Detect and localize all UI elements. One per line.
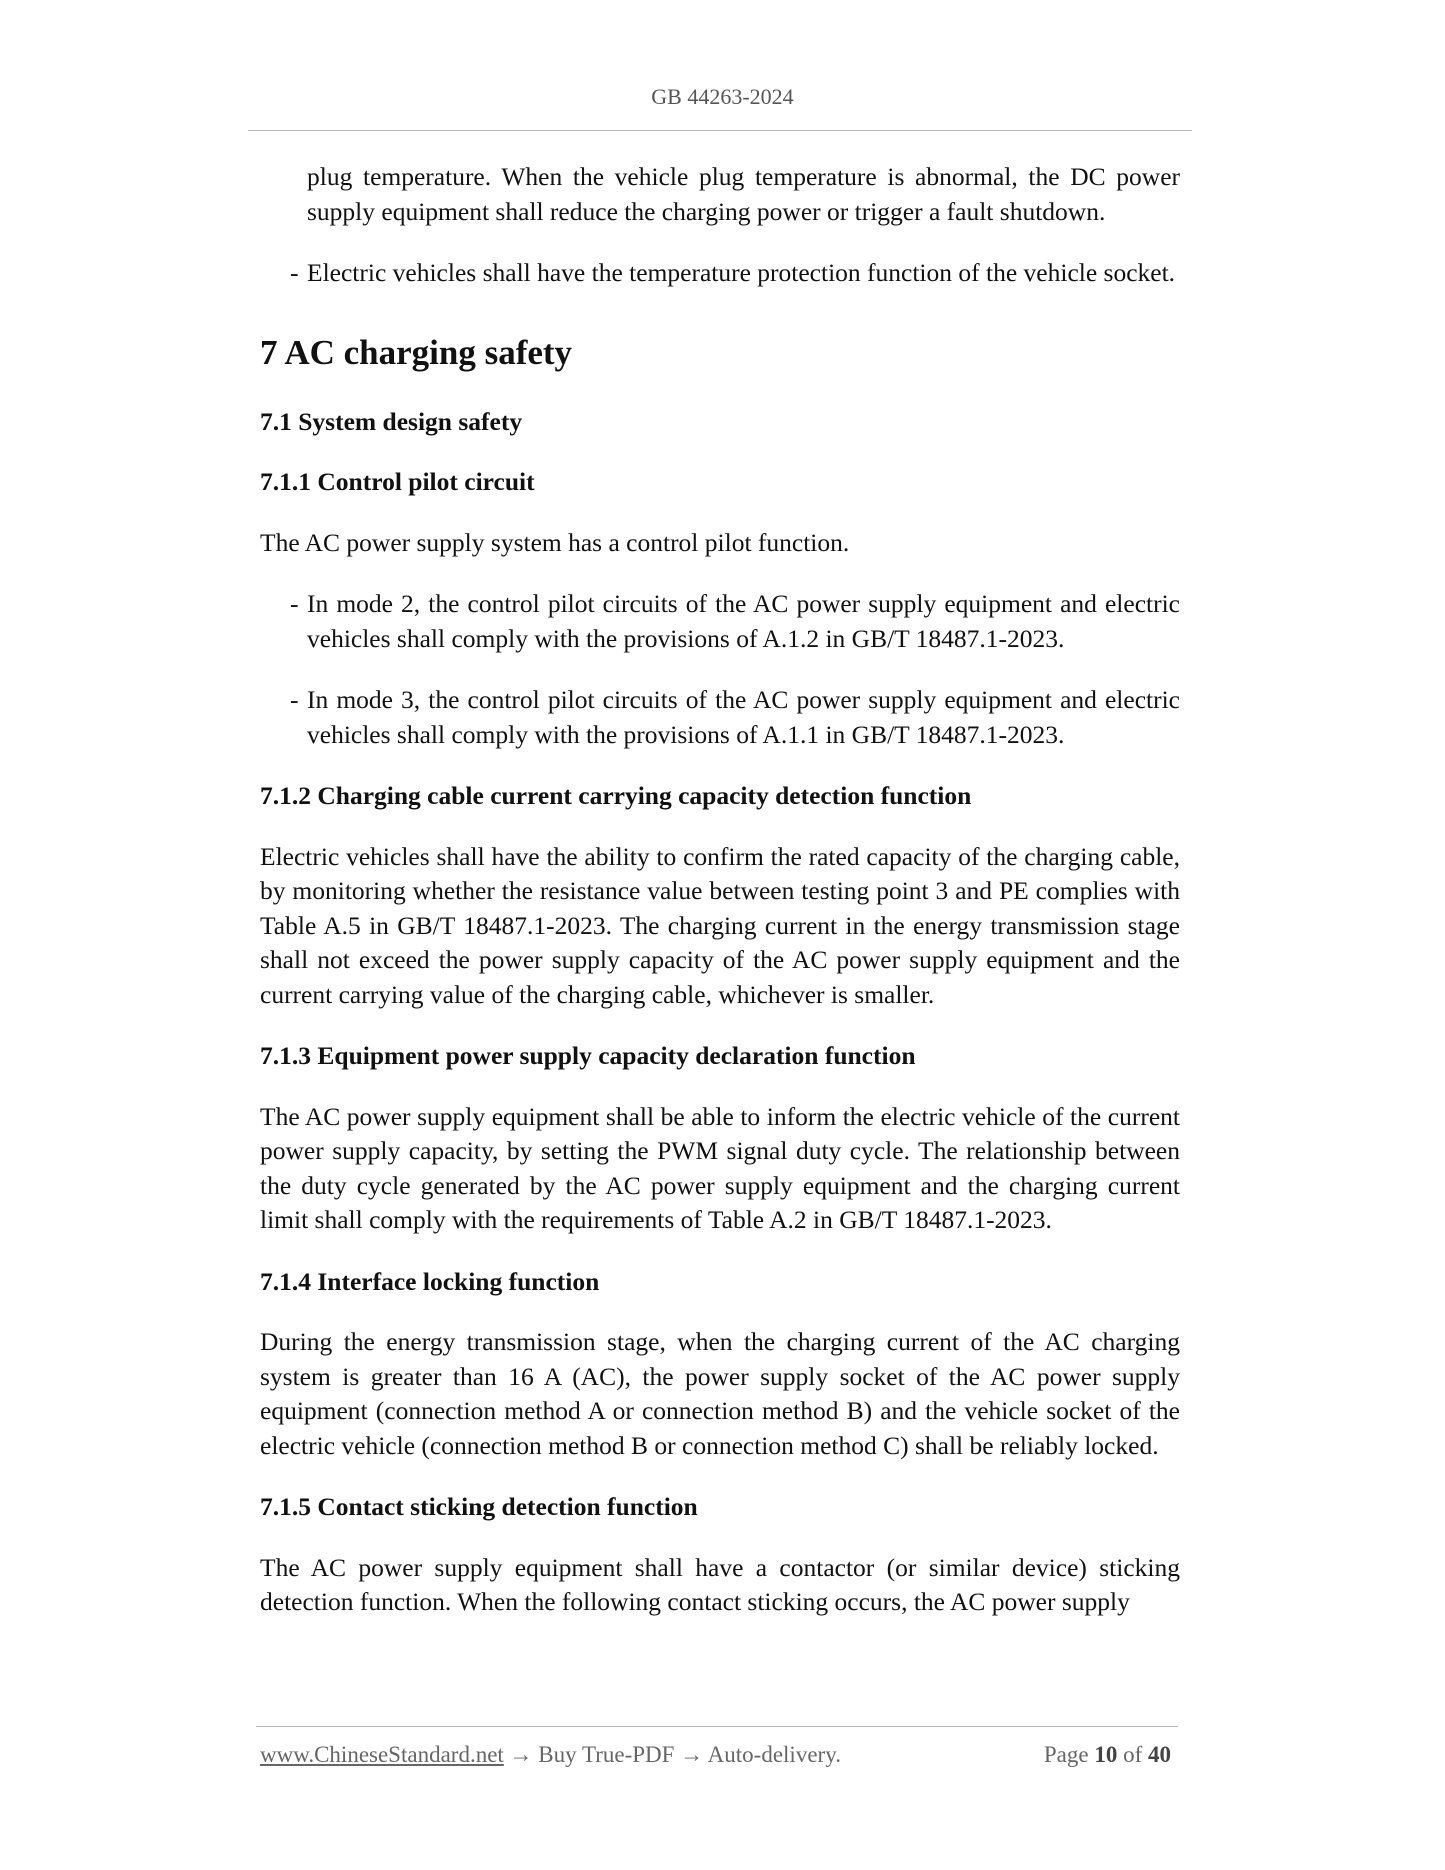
list-item-text: In mode 3, the control pilot circuits of the AC power supply equipment and electric vehicles shall comply with the provisions of A.1.1 in GB/T 18487.1-2023. [307,685,1180,749]
section-heading-7-1-1: 7.1.1 Control pilot circuit [260,467,535,496]
bullet-dash: - [290,589,299,618]
buy-pdf-text: Buy True-PDF [538,1742,675,1767]
section-heading-7-1-5: 7.1.5 Contact sticking detection function [260,1492,698,1521]
section-7-1-2-body: Electric vehicles shall have the ability to confirm the rated capacity of the charging cable, by monitoring whether the resistance value between testing point 3 and PE complies with Table A.5 in GB/T 18487.1-2023. The charging current in the energy transmission stage shall not exceed the power supply capacity of the AC power supply equipment and the current carrying value of the charging cable, whichever is smaller. [260,841,1180,1009]
section-heading-7-1-4: 7.1.4 Interface locking function [260,1266,600,1296]
section-7-1-5-body: The AC power supply equipment shall have a contactor (or similar device) sticking detection function. When the following contact sticking occurs, the AC power supply [260,1552,1180,1616]
list-item-text: Electric vehicles shall have the temperature protection function of the vehicle socket. [307,258,1176,287]
list-item [260,587,1180,656]
page-of: of [1123,1742,1143,1767]
bullet-dash: - [290,258,299,287]
page-current: 10 [1094,1742,1118,1767]
section-heading-7-1: 7.1 System design safety [260,406,523,436]
arrow-right-icon: → [509,1742,533,1767]
list-item [260,256,1180,291]
page-header [0,84,1445,110]
section-7-1-3-body: The AC power supply equipment shall be able to inform the electric vehicle of the current power supply capacity, by setting the PWM signal duty cycle. The relationship between the duty cycle generated by the AC power supply equipment and the charging current limit shall comply with the requirements of Table A.2 in GB/T 18487.1-2023. [260,1101,1180,1234]
section-heading-7-1-2: 7.1.2 Charging cable current carrying capacity detection function [260,781,972,810]
auto-delivery-text: Auto-delivery. [707,1742,841,1767]
section-7-1-1-intro: The AC power supply system has a control pilot function. [260,527,850,557]
arrow-right-icon: → [680,1742,704,1767]
page-number [1044,1742,1171,1768]
page-footer [260,1742,1175,1768]
document-body [260,160,1180,1647]
section-7-1-4-body: During the energy transmission stage, when the charging current of the AC charging system is greater than 16 A (AC), the power supply socket of the AC power supply equipment (connection method A or connection method B) and the vehicle socket of the electric vehicle (connection method B or connection method C) shall be reliably locked. [260,1327,1180,1460]
standard-id: GB 44263-2024 [651,84,794,109]
list-item [260,683,1180,752]
list-item-text: In mode 2, the control pilot circuits of the AC power supply equipment and electric vehicles shall comply with the provisions of A.1.2 in GB/T 18487.1-2023. [307,589,1180,653]
section-heading-7: 7 AC charging safety [260,332,573,372]
page-label: Page [1043,1742,1089,1767]
continuation-paragraph: plug temperature. When the vehicle plug temperature is abnormal, the DC power supply equipment shall reduce the charging power or trigger a fault shutdown. [307,162,1180,226]
header-divider [248,130,1192,131]
bullet-dash: - [290,685,299,714]
page-total: 40 [1148,1742,1171,1767]
footer-divider [256,1726,1178,1727]
site-link[interactable]: www.ChineseStandard.net [260,1742,504,1767]
section-heading-7-1-3: 7.1.3 Equipment power supply capacity declaration function [260,1041,916,1070]
